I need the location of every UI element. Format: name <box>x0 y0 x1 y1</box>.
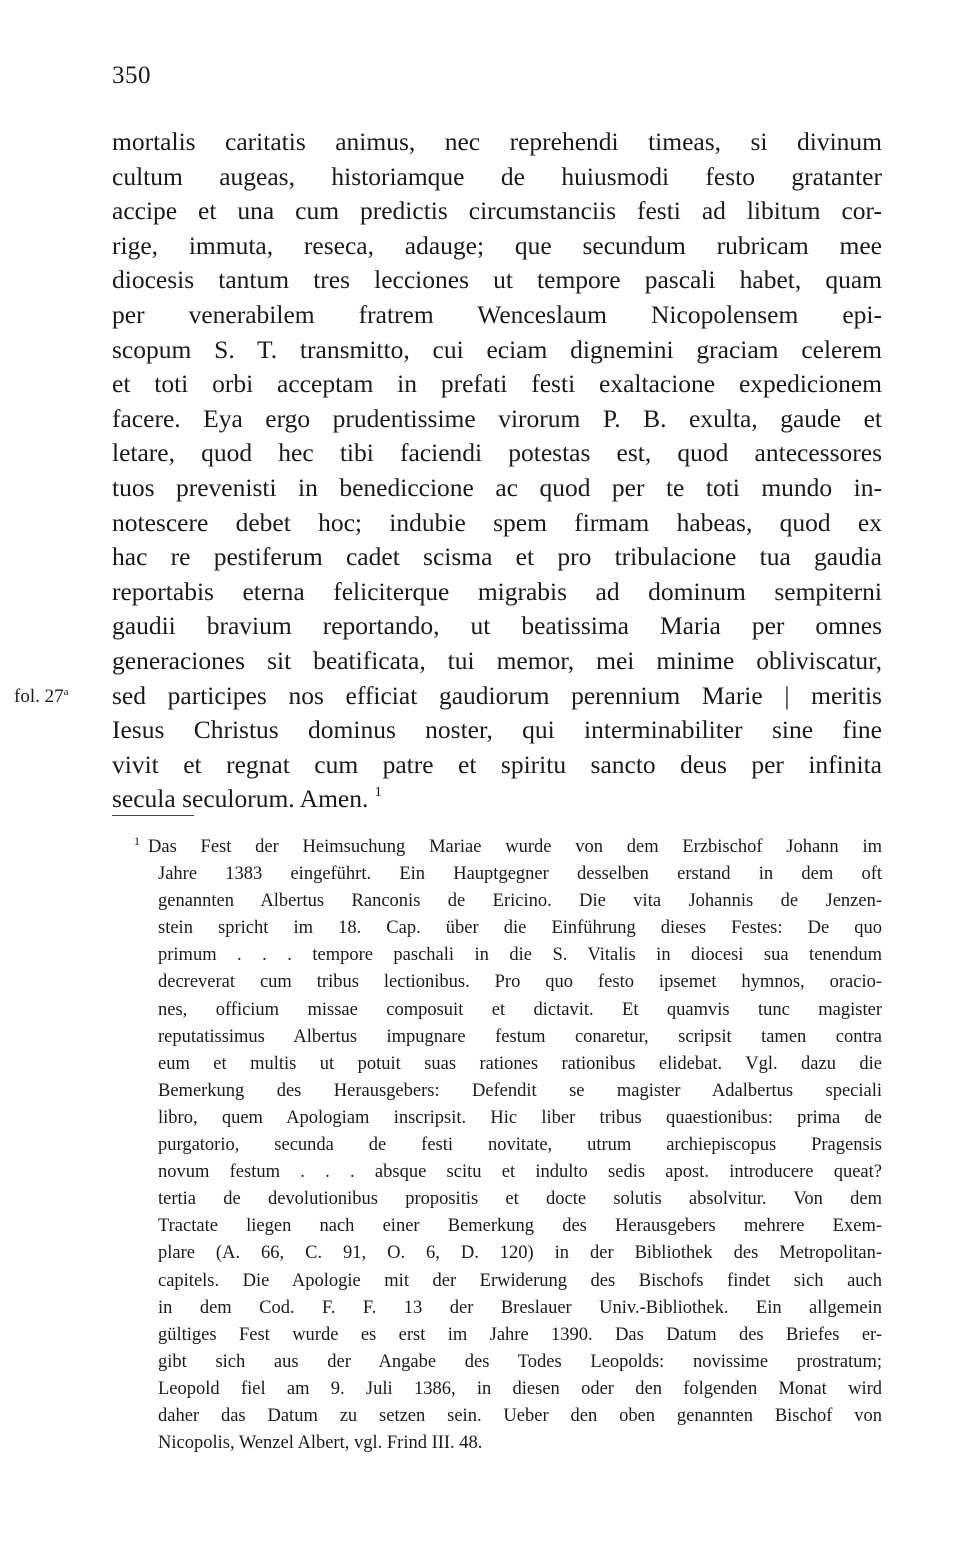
main-text-line: et toti orbi acceptam in prefati festi exaltacione expedicionem <box>112 369 882 399</box>
footnote-marker: 1 <box>134 834 140 848</box>
main-text-line: sed participes nos efficiat gaudiorum perennium Marie | meritis <box>112 680 882 710</box>
main-text-line: letare, quod hec tibi faciendi potestas est, quod antecessores <box>112 438 882 468</box>
main-text-line: facere. Eya ergo prudentissime virorum P. B. exulta, gaude et <box>112 403 882 433</box>
main-text-line: per venerabilem fratrem Wenceslaum Nicopolensem epi- <box>112 299 882 329</box>
main-text-last-line <box>112 782 882 817</box>
footnote-line: purgatorio, secunda de festi novitate, utrum archiepiscopus Pragensis <box>158 1135 882 1156</box>
main-text-line: hac re pestiferum cadet scisma et pro tribulacione tua gaudia <box>112 542 882 572</box>
footnote-line: Bemerkung des Herausgebers: Defendit se magister Adalbertus speciali <box>158 1080 882 1101</box>
main-text-line: notescere debet hoc; indubie spem firmam habeas, quod ex <box>112 507 882 537</box>
footnote-line: Tractate liegen nach einer Bemerkung des Herausgebers mehrere Exem- <box>158 1216 882 1237</box>
main-text-line: cultum augeas, historiamque de huiusmodi festo gratanter <box>112 161 882 191</box>
footnote-line: in dem Cod. F. F. 13 der Breslauer Univ.-Bibliothek. Ein allgemein <box>158 1297 882 1318</box>
main-text-line-text: secula seculorum. Amen. <box>112 784 369 814</box>
main-text-line: rige, immuta, reseca, adauge; que secundum rubricam mee <box>112 230 882 260</box>
page-number: 350 <box>112 62 151 89</box>
margin-folio-side: a <box>63 686 69 698</box>
footnote-line-text: Das Fest der Heimsuchung Mariae wurde von dem Erzbischof Johann im <box>148 837 882 857</box>
footnote-line: tertia de devolutionibus propositis et docte solutis absolvitur. Von dem <box>158 1189 882 1210</box>
main-text-line: Iesus Christus dominus noster, qui interminabiliter sine fine <box>112 715 882 745</box>
footnote-last-line: Nicopolis, Wenzel Albert, vgl. Frind III. 48. <box>158 1433 483 1454</box>
main-text-line: reportabis eterna feliciterque migrabis ad dominum sempiterni <box>112 576 882 606</box>
main-text-line: tuos prevenisti in benediccione ac quod per te toti mundo in- <box>112 472 882 502</box>
footnote-line: nes, officium missae composuit et dictavit. Et quamvis tunc magister <box>158 999 882 1020</box>
main-text-line: accipe et una cum predictis circumstanciis festi ad libitum cor- <box>112 196 882 226</box>
footnote-separator <box>112 815 194 816</box>
footnote-line: decreverat cum tribus lectionibus. Pro quo festo ipsemet hymnos, oracio- <box>158 972 882 993</box>
main-text-line: diocesis tantum tres lecciones ut tempore pascali habet, quam <box>112 265 882 295</box>
footnote-first-line <box>134 834 882 861</box>
footnote-line: plare (A. 66, C. 91, O. 6, D. 120) in der Bibliothek des Metropolitan- <box>158 1243 882 1264</box>
main-text-block <box>112 125 882 817</box>
main-text-line: gaudii bravium reportando, ut beatissima Maria per omnes <box>112 611 882 641</box>
footnote-line: novum festum . . . absque scitu et indulto sedis apost. introducere queat? <box>158 1162 882 1183</box>
footnote-block <box>134 834 882 1457</box>
footnote-line: daher das Datum zu setzen sein. Ueber den oben genannten Bischof von <box>158 1405 882 1426</box>
main-text-line: mortalis caritatis animus, nec reprehendi timeas, si divinum <box>112 127 882 156</box>
footnote-line: capitels. Die Apologie mit der Erwiderung des Bischofs findet sich auch <box>158 1270 882 1291</box>
margin-folio-note <box>14 675 69 710</box>
footnote-line: Jahre 1383 eingeführt. Ein Hauptgegner desselben erstand in dem oft <box>158 864 882 885</box>
margin-folio-text: fol. 27 <box>14 686 64 707</box>
main-text-line: vivit et regnat cum patre et spiritu sancto deus per infinita <box>112 749 882 779</box>
footnote-line: stein spricht im 18. Cap. über die Einführung dieses Festes: De quo <box>158 918 882 939</box>
footnote-line: Leopold fiel am 9. Juli 1386, in diesen oder den folgenden Monat wird <box>158 1378 882 1399</box>
footnote-line: gültiges Fest wurde es erst im Jahre 1390. Das Datum des Briefes er- <box>158 1324 882 1345</box>
footnote-reference[interactable]: 1 <box>374 785 382 801</box>
footnote-line: reputatissimus Albertus impugnare festum conaretur, scripsit tamen contra <box>158 1026 882 1047</box>
footnote-line: libro, quem Apologiam inscripsit. Hic liber tribus quaestionibus: prima de <box>158 1107 882 1128</box>
footnote-line: eum et multis ut potuit suas rationes rationibus elidebat. Vgl. dazu die <box>158 1053 882 1074</box>
footnote-line: gibt sich aus der Angabe des Todes Leopolds: novissime prostratum; <box>158 1351 882 1372</box>
footnote-line: primum . . . tempore paschali in die S. Vitalis in diocesi sua tenendum <box>158 945 882 966</box>
main-text-line: generaciones sit beatificata, tui memor, mei minime obliviscatur, <box>112 645 882 675</box>
footnote-line: genannten Albertus Ranconis de Ericino. Die vita Johannis de Jenzen- <box>158 891 882 912</box>
main-text-line: scopum S. T. transmitto, cui eciam dignemini graciam celerem <box>112 334 882 364</box>
